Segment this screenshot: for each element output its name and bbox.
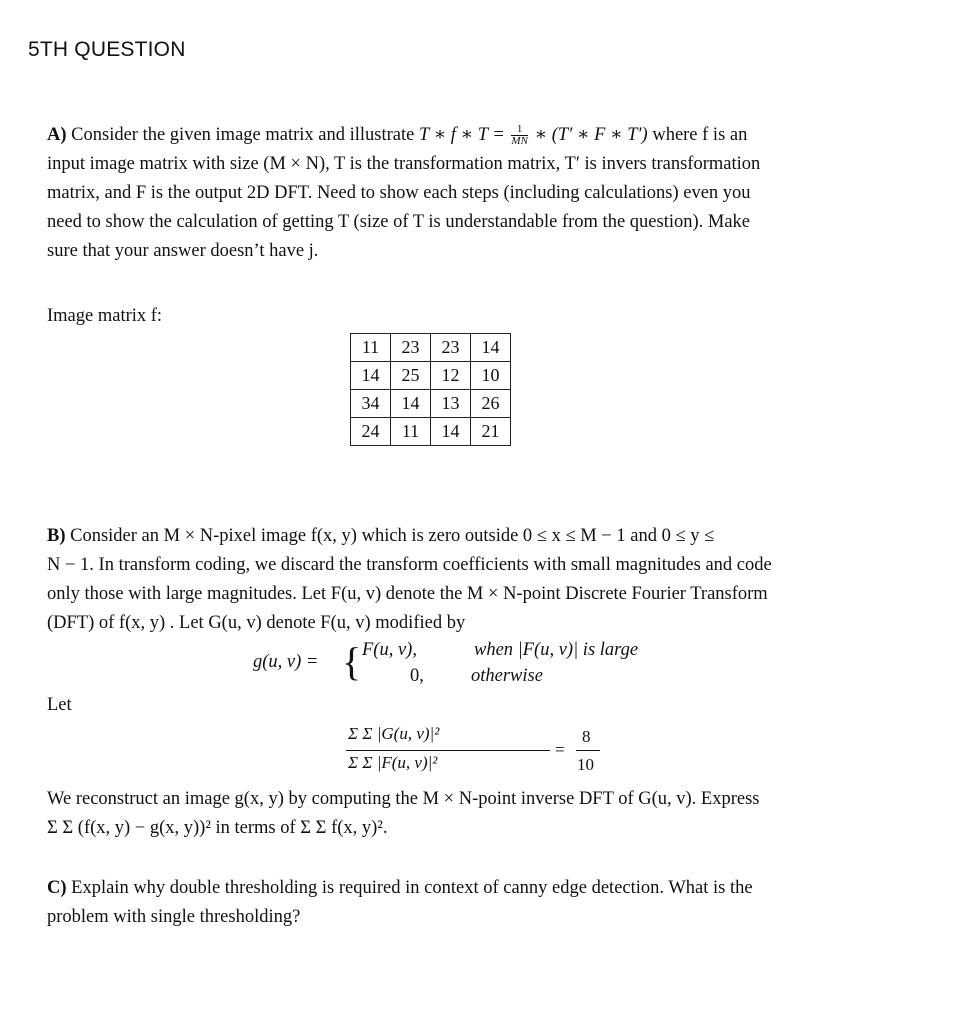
part-b-line-2: N − 1. In transform coding, we discard the transform coefficients with small magnitudes and code <box>47 555 772 575</box>
ratio-value-numerator: 8 <box>582 727 591 746</box>
matrix-cell: 21 <box>471 418 511 446</box>
part-b-line-1: B) Consider an M × N-pixel image f(x, y) which is zero outside 0 ≤ x ≤ M − 1 and 0 ≤ y ≤ <box>47 526 715 546</box>
matrix-cell: 26 <box>471 390 511 418</box>
matrix-cell: 14 <box>431 418 471 446</box>
part-a-label: A) <box>47 125 67 145</box>
piecewise-brace: { <box>342 639 362 684</box>
piecewise-case-1-condition: when |F(u, v)| is large <box>474 640 639 660</box>
part-b-line-6: Σ Σ (f(x, y) − g(x, y))² in terms of Σ Σ f(x, y)². <box>47 818 388 838</box>
matrix-cell: 14 <box>351 362 391 390</box>
part-a-fraction: $\frac{1}{MN}$ <box>511 123 528 148</box>
part-a-equation-rhs: ∗ (T′ ∗ F ∗ T′) <box>534 125 648 145</box>
matrix-cell: 25 <box>391 362 431 390</box>
matrix-cell: 12 <box>431 362 471 390</box>
part-a-line-1: A) Consider the given image matrix and illustrate T ∗ f ∗ T = $\frac{1}{MN}$ ∗ (T′ ∗ F ∗ T′) where f is an <box>47 123 748 148</box>
part-c-line-1: C) Explain why double thresholding is required in context of canny edge detection. What is the <box>47 878 753 898</box>
part-a-line-3: matrix, and F is the output 2D DFT. Need to show each steps (including calculations) even you <box>47 183 751 203</box>
part-c-label: C) <box>47 878 67 898</box>
part-b-text <box>47 522 900 638</box>
matrix-cell: 13 <box>431 390 471 418</box>
part-a-line-4: need to show the calculation of getting T (size of T is understandable from the question). Make <box>47 212 750 232</box>
matrix-cell: 14 <box>471 334 511 362</box>
matrix-row <box>351 418 511 446</box>
matrix-cell: 23 <box>391 334 431 362</box>
part-c-line-2: problem with single thresholding? <box>47 907 301 927</box>
part-b-question <box>47 785 900 843</box>
ratio-numerator: Σ Σ |G(u, v)|² <box>348 724 440 743</box>
matrix-cell: 11 <box>391 418 431 446</box>
piecewise-case-2-value: 0, <box>410 666 424 686</box>
part-a-line-2: input image matrix with size (M × N), T is the transformation matrix, T′ is invers transformation <box>47 154 761 174</box>
part-c-text <box>47 874 900 932</box>
piecewise-case-2-condition: otherwise <box>471 666 543 686</box>
let-label: Let <box>47 695 72 715</box>
part-b-label: B) <box>47 526 66 546</box>
part-a-equation-lhs: T ∗ f ∗ T = <box>418 125 505 145</box>
matrix-cell: 23 <box>431 334 471 362</box>
matrix-cell: 14 <box>391 390 431 418</box>
part-b-line-5: We reconstruct an image g(x, y) by computing the M × N-point inverse DFT of G(u, v). Express <box>47 789 760 809</box>
matrix-row <box>351 390 511 418</box>
part-b-line-3: only those with large magnitudes. Let F(u, v) denote the M × N-point Discrete Fourier Transform <box>47 584 768 604</box>
ratio-denominator: Σ Σ |F(u, v)|² <box>348 753 438 772</box>
ratio-fraction-bar <box>346 750 550 751</box>
matrix-cell: 24 <box>351 418 391 446</box>
ratio-value-bar <box>576 750 600 751</box>
part-a-line-5: sure that your answer doesn’t have j. <box>47 241 319 261</box>
question-heading: 5TH QUESTION <box>28 38 186 61</box>
matrix-cell: 10 <box>471 362 511 390</box>
ratio-value-denominator: 10 <box>577 755 594 774</box>
piecewise-case-1-value: F(u, v), <box>362 640 417 660</box>
piecewise-lhs: g(u, v) = <box>253 652 319 672</box>
matrix-row <box>351 334 511 362</box>
image-matrix-table <box>350 333 511 446</box>
image-matrix-label: Image matrix f: <box>47 306 163 326</box>
part-b-line-4: (DFT) of f(x, y) . Let G(u, v) denote F(u, v) modified by <box>47 613 466 633</box>
part-a-text <box>47 121 900 266</box>
matrix-cell: 11 <box>351 334 391 362</box>
ratio-equals: = <box>555 740 565 759</box>
matrix-cell: 34 <box>351 390 391 418</box>
matrix-row <box>351 362 511 390</box>
